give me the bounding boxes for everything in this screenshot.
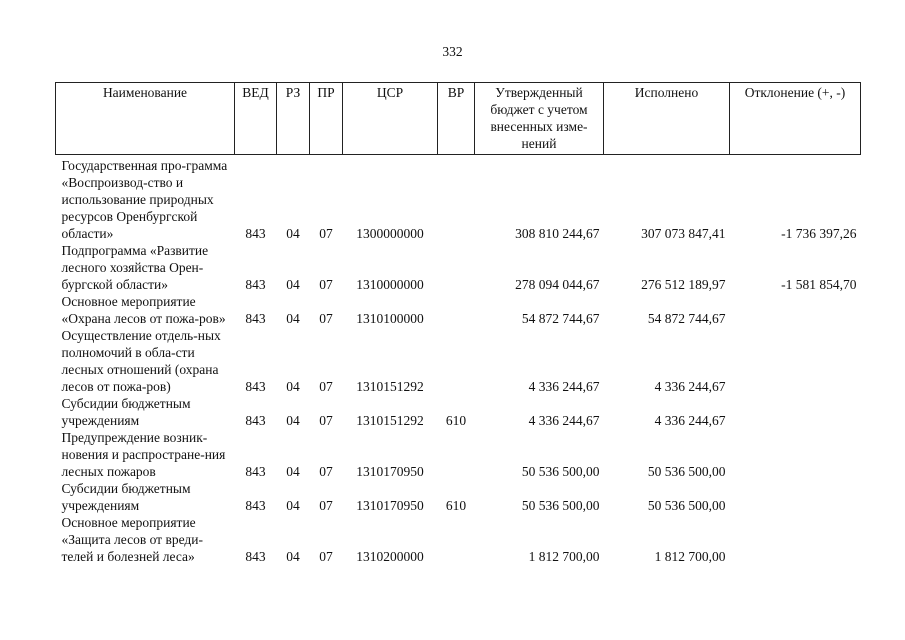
row-name: Основное мероприятие «Защита лесов от вреди-телей и болезней леса» xyxy=(61,515,203,564)
header-executed: Исполнено xyxy=(604,83,730,155)
row-ved: 843 xyxy=(245,311,266,326)
table-row xyxy=(56,480,861,514)
row-rz: 04 xyxy=(286,549,300,564)
row-vr: 610 xyxy=(445,413,467,428)
table-row xyxy=(56,395,861,429)
row-pr: 07 xyxy=(319,379,333,394)
row-name: Субсидии бюджетным учреждениям xyxy=(61,481,191,513)
row-csr: 1310170950 xyxy=(356,464,424,479)
row-deviation: -1 581 854,70 xyxy=(781,277,857,292)
header-ved: ВЕД xyxy=(235,83,277,155)
row-csr: 1310100000 xyxy=(356,311,424,326)
row-approved: 50 536 500,00 xyxy=(521,464,600,479)
row-vr xyxy=(438,327,475,395)
row-csr: 1310151292 xyxy=(356,413,424,428)
row-pr: 07 xyxy=(319,498,333,513)
row-deviation xyxy=(730,480,861,514)
table-row xyxy=(56,429,861,480)
row-name: Государственная про-грамма «Воспроизвод-ство и использование природных ресурсов Оренбургской области» xyxy=(61,158,228,241)
row-vr: 610 xyxy=(445,498,467,513)
row-rz: 04 xyxy=(286,464,300,479)
row-csr: 1300000000 xyxy=(356,226,424,241)
row-pr: 07 xyxy=(319,311,333,326)
row-executed: 50 536 500,00 xyxy=(647,464,726,479)
row-deviation xyxy=(730,327,861,395)
row-deviation xyxy=(730,514,861,565)
table-row xyxy=(56,242,861,293)
row-deviation xyxy=(730,395,861,429)
row-approved: 54 872 744,67 xyxy=(521,311,600,326)
table-row xyxy=(56,293,861,327)
header-rz: РЗ xyxy=(277,83,310,155)
row-csr: 1310151292 xyxy=(356,379,424,394)
header-approved: Утвержденный бюджет с учетом внесенных изме-нений xyxy=(475,83,604,155)
row-pr: 07 xyxy=(319,413,333,428)
row-approved: 50 536 500,00 xyxy=(521,498,600,513)
row-rz: 04 xyxy=(286,277,300,292)
table-row xyxy=(56,155,861,243)
page-number: 332 xyxy=(442,44,463,59)
row-ved: 843 xyxy=(245,226,266,241)
row-executed: 54 872 744,67 xyxy=(647,311,726,326)
row-ved: 843 xyxy=(245,549,266,564)
header-name: Наименование xyxy=(56,83,235,155)
row-pr: 07 xyxy=(319,464,333,479)
table-row xyxy=(56,327,861,395)
row-approved: 1 812 700,00 xyxy=(528,549,600,564)
row-rz: 04 xyxy=(286,413,300,428)
budget-table xyxy=(55,82,861,565)
row-csr: 1310000000 xyxy=(356,277,424,292)
row-pr: 07 xyxy=(319,549,333,564)
row-executed: 4 336 244,67 xyxy=(654,379,726,394)
row-rz: 04 xyxy=(286,311,300,326)
row-name: Подпрограмма «Развитие лесного хозяйства Орен-бургской области» xyxy=(61,243,209,292)
row-name: Предупреждение возник-новения и распростране-ния лесных пожаров xyxy=(61,430,226,479)
row-pr: 07 xyxy=(319,277,333,292)
row-approved: 4 336 244,67 xyxy=(528,413,600,428)
row-ved: 843 xyxy=(245,413,266,428)
row-name: Основное мероприятие «Охрана лесов от пожа-ров» xyxy=(61,294,226,326)
row-executed: 4 336 244,67 xyxy=(654,413,726,428)
row-executed: 307 073 847,41 xyxy=(641,226,726,241)
row-vr xyxy=(438,242,475,293)
row-ved: 843 xyxy=(245,379,266,394)
table-row xyxy=(56,514,861,565)
row-name: Субсидии бюджетным учреждениям xyxy=(61,396,191,428)
header-vr: ВР xyxy=(438,83,475,155)
row-vr xyxy=(438,429,475,480)
row-csr: 1310200000 xyxy=(356,549,424,564)
row-csr: 1310170950 xyxy=(356,498,424,513)
row-rz: 04 xyxy=(286,498,300,513)
row-deviation xyxy=(730,429,861,480)
row-ved: 843 xyxy=(245,498,266,513)
row-rz: 04 xyxy=(286,226,300,241)
row-executed: 276 512 189,97 xyxy=(641,277,726,292)
row-vr xyxy=(438,293,475,327)
row-ved: 843 xyxy=(245,464,266,479)
row-deviation: -1 736 397,26 xyxy=(781,226,857,241)
row-ved: 843 xyxy=(245,277,266,292)
row-rz: 04 xyxy=(286,379,300,394)
row-executed: 1 812 700,00 xyxy=(654,549,726,564)
row-approved: 308 810 244,67 xyxy=(515,226,600,241)
table-header-row xyxy=(56,83,861,155)
row-executed: 50 536 500,00 xyxy=(647,498,726,513)
row-name: Осуществление отдель-ных полномочий в обла-сти лесных отношений (охрана лесов от пожа-ров) xyxy=(61,328,221,394)
row-approved: 278 094 044,67 xyxy=(515,277,600,292)
row-vr xyxy=(438,514,475,565)
header-csr: ЦСР xyxy=(343,83,438,155)
row-pr: 07 xyxy=(319,226,333,241)
row-approved: 4 336 244,67 xyxy=(528,379,600,394)
row-vr xyxy=(438,155,475,243)
header-pr: ПР xyxy=(310,83,343,155)
row-deviation xyxy=(730,293,861,327)
header-deviation: Отклонение (+, -) xyxy=(730,83,861,155)
